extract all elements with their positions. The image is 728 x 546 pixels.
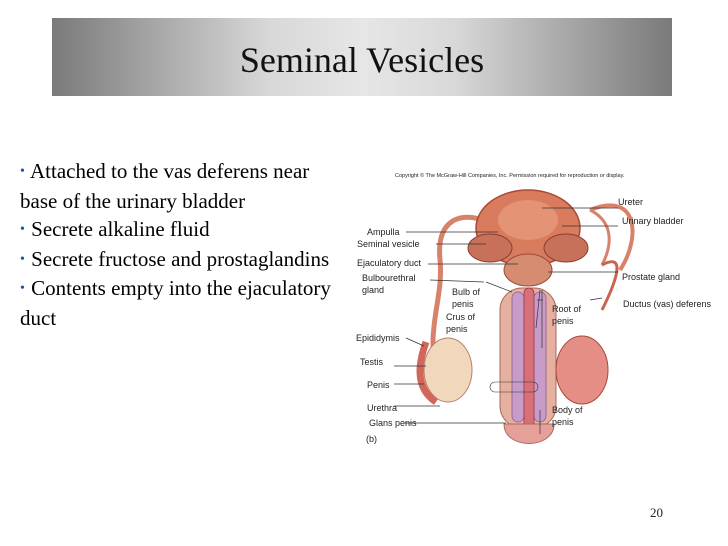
bullet-item: • Attached to the vas deferens near base of the urinary bladder [20, 159, 310, 213]
testis-left [424, 338, 472, 402]
title-bar [52, 18, 672, 96]
label-bulb-1: Bulb of [452, 287, 481, 297]
bullet-dot-icon: • [20, 251, 25, 267]
label-epididymis: Epididymis [356, 333, 400, 343]
bullet-item: • Secrete fructose and prostaglandins [20, 246, 330, 271]
label-seminal-vesicle: Seminal vesicle [357, 239, 420, 249]
label-ureter: Ureter [618, 197, 644, 207]
label-prostate-gland: Prostate gland [622, 272, 681, 282]
label-urethra: Urethra [367, 403, 398, 413]
bullet-item: • Secrete alkaline fluid [20, 217, 210, 241]
label-testis: Testis [360, 357, 384, 367]
label-crus-2: penis [446, 324, 468, 334]
label-panel: (b) [366, 434, 377, 444]
seminal-vesicle-right [544, 234, 588, 262]
label-bulbourethral-2: gland [362, 285, 385, 295]
copyright-notice: Copyright © The McGraw-Hill Companies, Inc. Permission required for reproduction or display. [395, 173, 625, 179]
bullet-dot-icon: • [20, 281, 25, 296]
label-crus-1: Crus of [446, 312, 476, 322]
right-ductus-path [602, 262, 617, 310]
label-glans-penis: Glans penis [369, 418, 417, 428]
label-body-1: Body of [552, 405, 583, 415]
bullet-dot-icon: • [20, 164, 25, 179]
label-bulb-2: penis [452, 299, 474, 309]
label-urinary-bladder: Urinary bladder [622, 216, 684, 226]
urethra-shape [524, 288, 534, 438]
bullet-dot-icon: • [20, 222, 25, 237]
label-root-2: penis [552, 316, 574, 326]
label-ductus-deferens: Ductus (vas) deferens [623, 299, 712, 309]
glans-shape [504, 424, 554, 444]
slide-title: Seminal Vesicles [239, 40, 485, 80]
page-number: 20 [650, 505, 663, 520]
seminal-vesicle-left [468, 234, 512, 262]
prostate-shape [504, 254, 552, 286]
bullet-list [20, 157, 340, 332]
label-body-2: penis [552, 417, 574, 427]
label-ampulla: Ampulla [367, 227, 400, 237]
testis-right [556, 336, 608, 404]
label-bulbourethral-1: Bulbourethral [362, 273, 416, 283]
label-penis: Penis [367, 380, 390, 390]
bullet-item: • Contents empty into the ejaculatory duct [20, 276, 331, 330]
label-ejaculatory-duct: Ejaculatory duct [357, 258, 422, 268]
label-root-1: Root of [552, 304, 582, 314]
